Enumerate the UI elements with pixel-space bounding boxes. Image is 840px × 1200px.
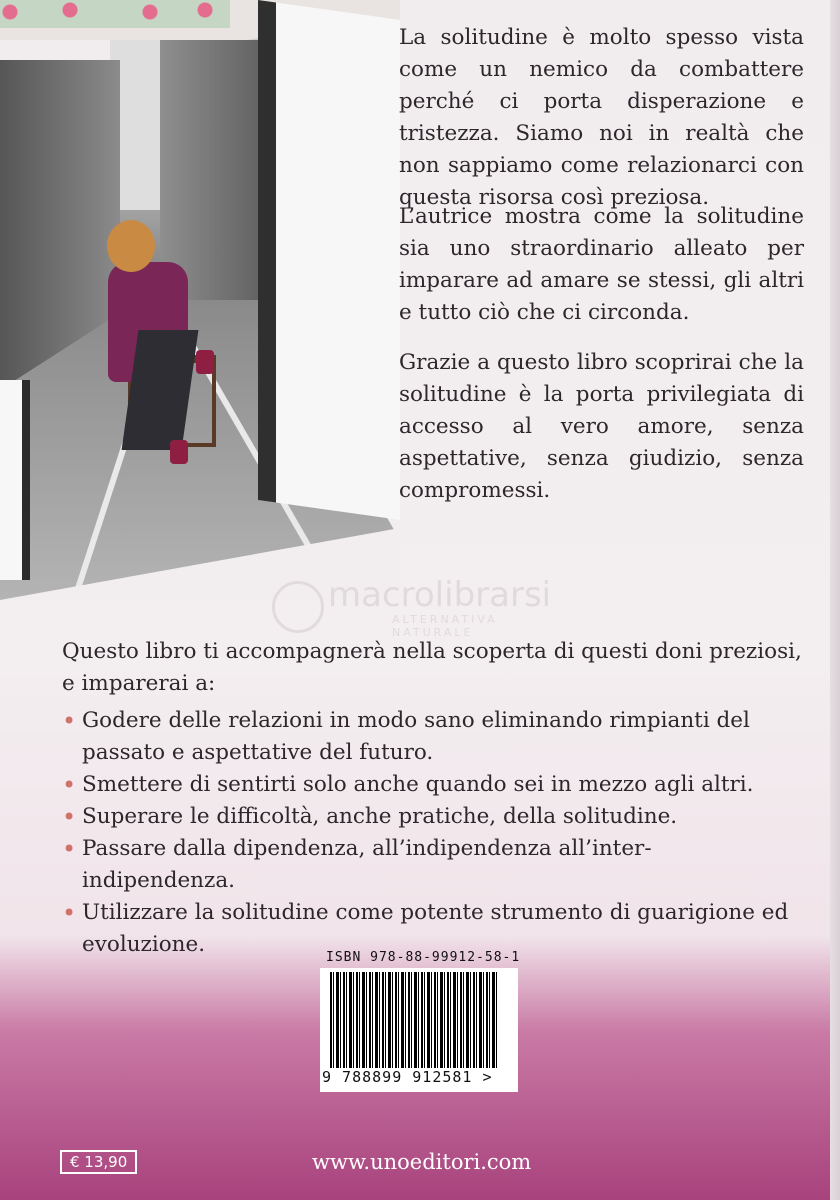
isbn-label: ISBN 978-88-99912-58-1 bbox=[326, 950, 521, 965]
list-item: • Utilizzare la solitudine come potente strumento di guarigione ed evoluzione. bbox=[62, 897, 802, 961]
publisher-url: www.unoeditori.com bbox=[312, 1150, 532, 1174]
author-boot bbox=[170, 440, 188, 464]
mirror-frame-right bbox=[258, 0, 400, 522]
list-item: • Superare le difficoltà, anche pratiche, della solitudine. bbox=[62, 801, 802, 833]
cover-photo bbox=[0, 0, 400, 600]
leaf-circle-icon bbox=[272, 581, 324, 633]
barcode-number: 9 788899 912581 > bbox=[322, 1068, 493, 1086]
book-edge bbox=[830, 0, 840, 1200]
author-head bbox=[107, 220, 155, 272]
barcode-bars bbox=[330, 972, 498, 1068]
watermark-name: macrolibrarsi bbox=[328, 575, 552, 615]
barcode bbox=[320, 968, 518, 1092]
price-badge: € 13,90 bbox=[60, 1150, 137, 1174]
list-item: • Godere delle relazioni in modo sano eliminando rimpianti del passato e aspettative del futuro. bbox=[62, 705, 802, 769]
description-paragraph-3: Grazie a questo libro scoprirai che la solitudine è la porta privilegiata di accesso al vero amore, senza aspettative, senza giudizio, senza compromessi. bbox=[399, 350, 804, 503]
list-item: • Passare dalla dipendenza, all’indipendenza all’inter-indipendenza. bbox=[62, 833, 802, 897]
description-paragraph-1: La solitudine è molto spesso vista come un nemico da combattere perché ci porta disperazione e tristezza. Siamo noi in realtà che non sappiamo come relazionarci con questa risorsa così preziosa. bbox=[399, 25, 804, 210]
author-boot bbox=[196, 350, 214, 374]
list-item: • Smettere di sentirti solo anche quando sei in mezzo agli altri. bbox=[62, 769, 802, 801]
benefits-intro: Questo libro ti accompagnerà nella scoperta di questi doni preziosi, e imparerai a: bbox=[62, 639, 802, 696]
rose-wallpaper bbox=[0, 0, 230, 28]
watermark-tagline: ALTERNATIVA NATURALE bbox=[392, 613, 498, 639]
mirror-frame-left bbox=[0, 380, 30, 580]
description-paragraph-2: L’autrice mostra come la solitudine sia uno straordinario alleato per imparare ad amare se stessi, gli altri e tutto ciò che ci circonda. bbox=[399, 204, 804, 325]
watermark bbox=[272, 575, 572, 639]
benefits-list bbox=[62, 705, 802, 961]
